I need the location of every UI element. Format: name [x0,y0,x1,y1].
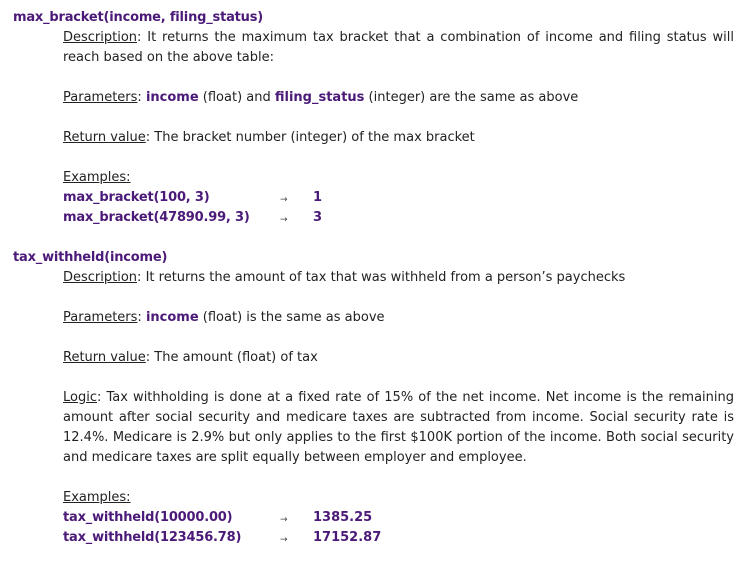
parameters-tail-text: (float) is the same as above [198,310,385,325]
parameters-paragraph: Parameters: income (float) is the same as above [63,310,385,325]
return-value-paragraph: Return value: The bracket number (integer) of the max bracket [63,130,475,145]
examples-label: Examples: [63,170,131,185]
example-result: 3 [313,210,323,225]
param-income: income [145,310,199,325]
description-text: It returns the maximum tax bracket that a combination of income and filing status will reach based on the above table: [63,30,734,65]
param-income: income [145,90,199,105]
description-paragraph: Description: It returns the amount of tax that was withheld from a person’s paychecks [63,270,626,285]
param-filing-status: filing_status [274,90,365,105]
parameters-paragraph: Parameters: income (float) and filing_status (integer) are the same as above [63,90,579,105]
return-value-text: The amount (float) of tax [150,350,318,365]
parameters-mid-text: (float) and [198,90,275,105]
logic-paragraph: Logic: Tax withholding is done at a fixed rate of 15% of the net income. Net income is the remaining amount after social security and medicare taxes are subtracted from income. Social security rate is 12.4%. Medicare is 2.9% but only applies to the first $100K portion of the income. Both social security and medicare taxes are split equally between employer and employee. [63,390,734,465]
example-result: 1385.25 [313,510,373,525]
return-value-label: Return value [63,350,146,365]
parameters-label: Parameters [63,310,138,325]
return-value-label: Return value [63,130,146,145]
arrow-icon: → [280,195,288,205]
arrow-icon: → [280,515,288,525]
return-value-paragraph: Return value: The amount (float) of tax [63,350,318,365]
function-signature-tax-withheld: tax_withheld(income) [13,250,168,265]
logic-text: Tax withholding is done at a fixed rate of 15% of the net income. Net income is the remaining amount after social security and medicare taxes are subtracted from income. Social security rate is 12.4%. Medicare is 2.9% but only applies to the first $100K portion of the income. Both social security and medicare taxes are split equally between employer and employee. [63,390,734,465]
arrow-icon: → [280,215,288,225]
logic-label: Logic [63,390,97,405]
return-value-text: The bracket number (integer) of the max bracket [150,130,475,145]
description-paragraph: Description: It returns the maximum tax bracket that a combination of income and filing status will reach based on the above table: [63,30,734,65]
function-signature-max-bracket: max_bracket(income, filing_status) [13,10,264,25]
arrow-icon: → [280,535,288,545]
description-label: Description [63,270,138,285]
description-text: It returns the amount of tax that was withheld from a person’s paychecks [141,270,626,285]
example-call: tax_withheld(10000.00) [63,510,233,525]
example-call: tax_withheld(123456.78) [63,530,242,545]
example-call: max_bracket(47890.99, 3) [63,210,250,225]
parameters-label: Parameters [63,90,138,105]
example-result: 17152.87 [313,530,382,545]
description-label: Description [63,30,138,45]
examples-label: Examples: [63,490,131,505]
example-call: max_bracket(100, 3) [63,190,210,205]
parameters-tail-text: (integer) are the same as above [364,90,579,105]
example-result: 1 [313,190,323,205]
